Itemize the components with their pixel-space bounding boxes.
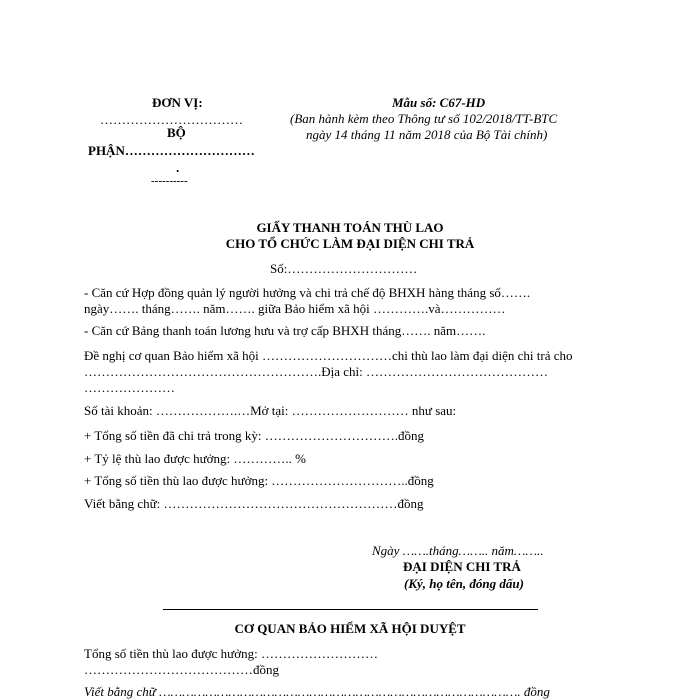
bank-account-line: Số tài khoản: ……………….…Mở tại: ……………………… như sau:: [84, 403, 457, 418]
basis-contract-line1: - Căn cứ Hợp đồng quản lý người hưởng và chi trả chế độ BHXH hàng tháng số…….: [84, 285, 531, 300]
issued-by-line2: ngày 14 tháng 11 năm 2018 của Bộ Tài chính): [306, 127, 548, 142]
signature-note: (Ký, họ tên, đóng dấu): [404, 576, 524, 591]
fee-rate-line: + Tỷ lệ thù lao được hưởng: ………….. %: [84, 451, 306, 466]
department-dot: .: [176, 160, 180, 175]
document-title-line1: GIẤY THANH TOÁN THÙ LAO: [256, 220, 444, 235]
request-line1: Đề nghị cơ quan Bảo hiểm xã hội …………………………chi thù lao làm đại diện chi trả cho: [84, 348, 573, 363]
section-divider: [163, 609, 538, 610]
approval-heading: CƠ QUAN BẢO HIỂM XÃ HỘI DUYỆT: [234, 621, 466, 636]
form-number: Mẫu số: C67-HD: [392, 95, 486, 110]
department-dashes: ----------: [151, 175, 188, 187]
total-fee-line: + Tổng số tiền thù lao được hưởng: …………………………..đồng: [84, 473, 434, 488]
approval-amount-in-words: Viết bằng chữ …………………………………………………………………………………. đồng: [84, 684, 550, 699]
department-line: PHẬN…………………………: [88, 143, 255, 158]
document-title-line2: CHO TỔ CHỨC LÀM ĐẠI DIỆN CHI TRẢ: [225, 236, 475, 251]
basis-payroll: - Căn cứ Bảng thanh toán lương hưu và trợ cấp BHXH tháng……. năm…….: [84, 323, 486, 338]
approval-total-fee-line2: …………………………………đồng: [84, 662, 279, 677]
signature-title: ĐẠI DIỆN CHI TRẢ: [403, 559, 521, 574]
total-paid-line: + Tổng số tiền đã chi trả trong kỳ: ………………………….đồng: [84, 428, 425, 443]
signature-date: Ngày …….tháng…….. năm……..: [372, 543, 544, 558]
unit-dots-line: ……………………………: [100, 112, 243, 127]
unit-label: ĐƠN VỊ:: [152, 95, 203, 110]
issued-by-line1: (Ban hành kèm theo Thông tư số 102/2018/TT-BTC: [290, 111, 558, 126]
document-number: Số:…………………………: [270, 261, 418, 276]
request-line2-address: ……………………………………………….Địa chỉ: ……………………………………: [84, 364, 549, 379]
department-bo-label: BỘ: [167, 125, 186, 140]
basis-contract-line2: ngày……. tháng……. năm……. giữa Bảo hiểm xã hội ………….và……………: [84, 301, 506, 316]
approval-total-fee-line1: Tổng số tiền thù lao được hưởng: ………………………: [84, 646, 378, 661]
amount-in-words-line: Viết bằng chữ: ………………………………………………đồng: [84, 496, 424, 511]
request-line3: …………………: [84, 380, 175, 395]
